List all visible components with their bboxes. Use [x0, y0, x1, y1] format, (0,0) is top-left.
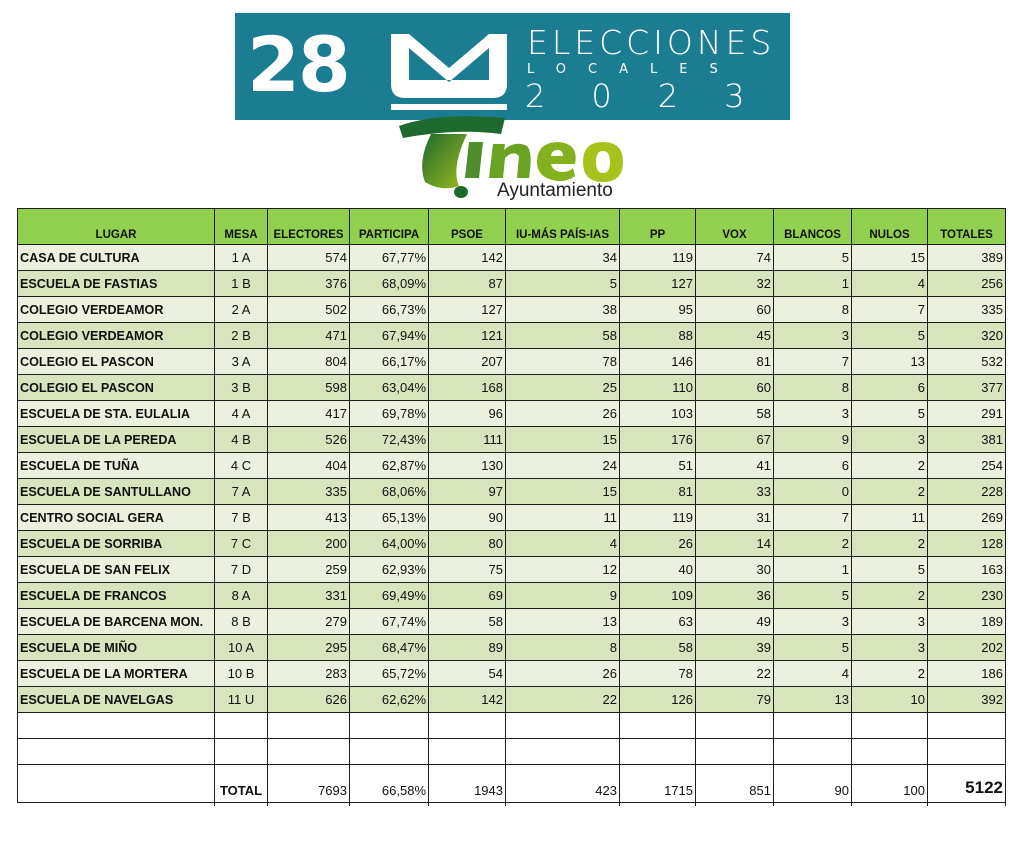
cell-iu: 8	[506, 635, 620, 661]
cell-totales: 256	[928, 271, 1006, 297]
cell-lugar: ESCUELA DE STA. EULALIA	[18, 401, 215, 427]
cell-iu: 25	[506, 375, 620, 401]
cell-blancos: 9	[774, 427, 852, 453]
cell-iu: 5	[506, 271, 620, 297]
cell-blancos: 5	[774, 583, 852, 609]
table-row	[18, 583, 1006, 609]
cell-mesa: 3 B	[215, 375, 268, 401]
envelope-m-icon	[383, 28, 515, 114]
cell-mesa: 11 U	[215, 687, 268, 713]
cell-electores: 417	[268, 401, 350, 427]
col-header-iu: IU-MÁS PAÍS-IAS	[506, 209, 620, 245]
table-row	[18, 245, 1006, 271]
total-totales: 5122	[928, 765, 1006, 803]
cell-nulos: 2	[852, 531, 928, 557]
cell-blancos: 13	[774, 687, 852, 713]
cell-vox: 60	[696, 297, 774, 323]
table-row	[18, 401, 1006, 427]
cell-nulos: 2	[852, 479, 928, 505]
cell-totales: 532	[928, 349, 1006, 375]
cell-totales: 254	[928, 453, 1006, 479]
total-label: TOTAL	[215, 765, 268, 803]
cell-psoe: 90	[429, 505, 506, 531]
cell-lugar: ESCUELA DE SORRIBA	[18, 531, 215, 557]
cell-iu: 34	[506, 245, 620, 271]
cell-mesa: 3 A	[215, 349, 268, 375]
cell-vox: 45	[696, 323, 774, 349]
cell-pp: 40	[620, 557, 696, 583]
cell-pp: 58	[620, 635, 696, 661]
blank-row	[18, 713, 1006, 739]
cell-pp: 126	[620, 687, 696, 713]
cell-participa: 62,62%	[350, 687, 429, 713]
cell-mesa: 1 A	[215, 245, 268, 271]
cell-vox: 81	[696, 349, 774, 375]
cell-blancos: 0	[774, 479, 852, 505]
table-row	[18, 531, 1006, 557]
cell-blancos: 6	[774, 453, 852, 479]
cell-pp: 127	[620, 271, 696, 297]
cell-lugar: ESCUELA DE FASTIAS	[18, 271, 215, 297]
cell-participa: 67,94%	[350, 323, 429, 349]
cell-participa: 68,09%	[350, 271, 429, 297]
banner-number: 28	[247, 20, 349, 109]
cell-mesa: 7 B	[215, 505, 268, 531]
table-row	[18, 557, 1006, 583]
cell-electores: 279	[268, 609, 350, 635]
cell-pp: 176	[620, 427, 696, 453]
cell-pp: 109	[620, 583, 696, 609]
cell-nulos: 11	[852, 505, 928, 531]
total-pp: 1715	[620, 765, 696, 803]
cell-vox: 74	[696, 245, 774, 271]
table-row	[18, 505, 1006, 531]
cell-pp: 110	[620, 375, 696, 401]
cell-psoe: 75	[429, 557, 506, 583]
cell-psoe: 58	[429, 609, 506, 635]
cell-mesa: 8 A	[215, 583, 268, 609]
cell-totales: 230	[928, 583, 1006, 609]
col-header-totales: TOTALES	[928, 209, 1006, 245]
cell-blancos: 8	[774, 375, 852, 401]
table-row	[18, 687, 1006, 713]
cell-electores: 404	[268, 453, 350, 479]
table-body	[18, 245, 1006, 713]
cell-psoe: 97	[429, 479, 506, 505]
cell-blancos: 7	[774, 505, 852, 531]
cell-electores: 283	[268, 661, 350, 687]
table-header-row	[18, 209, 1006, 245]
cell-psoe: 69	[429, 583, 506, 609]
table-row	[18, 349, 1006, 375]
cell-lugar: CENTRO SOCIAL GERA	[18, 505, 215, 531]
cell-nulos: 3	[852, 635, 928, 661]
cell-iu: 26	[506, 661, 620, 687]
cell-blancos: 5	[774, 635, 852, 661]
table-row	[18, 609, 1006, 635]
cell-electores: 502	[268, 297, 350, 323]
cell-vox: 14	[696, 531, 774, 557]
table-row	[18, 479, 1006, 505]
cell-electores: 598	[268, 375, 350, 401]
cell-totales: 228	[928, 479, 1006, 505]
cell-iu: 78	[506, 349, 620, 375]
cell-mesa: 2 A	[215, 297, 268, 323]
cell-blancos: 2	[774, 531, 852, 557]
col-header-vox: VOX	[696, 209, 774, 245]
cell-iu: 15	[506, 427, 620, 453]
cell-pp: 81	[620, 479, 696, 505]
cell-pp: 26	[620, 531, 696, 557]
table-row	[18, 375, 1006, 401]
cell-nulos: 3	[852, 427, 928, 453]
total-participa: 66,58%	[350, 765, 429, 803]
cell-lugar: COLEGIO VERDEAMOR	[18, 323, 215, 349]
col-header-lugar: LUGAR	[18, 209, 215, 245]
cell-mesa: 8 B	[215, 609, 268, 635]
cell-electores: 471	[268, 323, 350, 349]
cell-mesa: 7 C	[215, 531, 268, 557]
cell-psoe: 142	[429, 687, 506, 713]
cell-lugar: ESCUELA DE SAN FELIX	[18, 557, 215, 583]
cell-lugar: COLEGIO VERDEAMOR	[18, 297, 215, 323]
cell-electores: 259	[268, 557, 350, 583]
cell-iu: 9	[506, 583, 620, 609]
cell-psoe: 207	[429, 349, 506, 375]
cell-totales: 381	[928, 427, 1006, 453]
cell-lugar: ESCUELA DE SANTULLANO	[18, 479, 215, 505]
cell-nulos: 5	[852, 323, 928, 349]
cell-electores: 376	[268, 271, 350, 297]
total-iu: 423	[506, 765, 620, 803]
cell-vox: 60	[696, 375, 774, 401]
cell-electores: 626	[268, 687, 350, 713]
table-row	[18, 427, 1006, 453]
cell-psoe: 127	[429, 297, 506, 323]
cell-pp: 78	[620, 661, 696, 687]
cell-participa: 62,93%	[350, 557, 429, 583]
results-table	[17, 208, 1006, 806]
cell-participa: 69,49%	[350, 583, 429, 609]
cell-mesa: 7 A	[215, 479, 268, 505]
cell-lugar: CASA DE CULTURA	[18, 245, 215, 271]
cell-nulos: 13	[852, 349, 928, 375]
cell-psoe: 80	[429, 531, 506, 557]
cell-vox: 36	[696, 583, 774, 609]
cell-nulos: 5	[852, 401, 928, 427]
cell-totales: 377	[928, 375, 1006, 401]
cell-electores: 200	[268, 531, 350, 557]
cell-pp: 119	[620, 505, 696, 531]
cell-totales: 202	[928, 635, 1006, 661]
cell-iu: 4	[506, 531, 620, 557]
cell-iu: 24	[506, 453, 620, 479]
cell-psoe: 121	[429, 323, 506, 349]
banner-line-locales: LOCALES	[527, 62, 740, 77]
table-row	[18, 297, 1006, 323]
cell-mesa: 4 B	[215, 427, 268, 453]
cell-nulos: 3	[852, 609, 928, 635]
cell-vox: 30	[696, 557, 774, 583]
cell-nulos: 2	[852, 661, 928, 687]
cell-participa: 65,72%	[350, 661, 429, 687]
cell-vox: 67	[696, 427, 774, 453]
cell-nulos: 7	[852, 297, 928, 323]
cell-pp: 51	[620, 453, 696, 479]
total-empty-cell	[18, 765, 215, 803]
cell-blancos: 5	[774, 245, 852, 271]
cell-electores: 335	[268, 479, 350, 505]
cell-participa: 66,73%	[350, 297, 429, 323]
table-row	[18, 635, 1006, 661]
table-tail	[18, 803, 1006, 807]
logo-subtitle: Ayuntamiento	[497, 180, 613, 201]
cell-participa: 66,17%	[350, 349, 429, 375]
table-row	[18, 453, 1006, 479]
cell-participa: 65,13%	[350, 505, 429, 531]
cell-blancos: 1	[774, 271, 852, 297]
cell-nulos: 6	[852, 375, 928, 401]
banner-line-elecciones: ELECCIONES	[527, 23, 776, 62]
cell-psoe: 54	[429, 661, 506, 687]
cell-participa: 68,06%	[350, 479, 429, 505]
cell-totales: 128	[928, 531, 1006, 557]
cell-nulos: 5	[852, 557, 928, 583]
cell-nulos: 10	[852, 687, 928, 713]
total-row	[18, 765, 1006, 803]
cell-totales: 389	[928, 245, 1006, 271]
cell-lugar: COLEGIO EL PASCON	[18, 349, 215, 375]
cell-lugar: ESCUELA DE NAVELGAS	[18, 687, 215, 713]
cell-pp: 95	[620, 297, 696, 323]
cell-blancos: 3	[774, 401, 852, 427]
cell-participa: 67,77%	[350, 245, 429, 271]
cell-lugar: ESCUELA DE FRANCOS	[18, 583, 215, 609]
cell-vox: 79	[696, 687, 774, 713]
cell-iu: 58	[506, 323, 620, 349]
cell-iu: 26	[506, 401, 620, 427]
cell-electores: 526	[268, 427, 350, 453]
table-row	[18, 661, 1006, 687]
cell-nulos: 2	[852, 583, 928, 609]
cell-psoe: 87	[429, 271, 506, 297]
col-header-participa: PARTICIPA	[350, 209, 429, 245]
cell-pp: 119	[620, 245, 696, 271]
cell-vox: 31	[696, 505, 774, 531]
cell-mesa: 10 A	[215, 635, 268, 661]
cell-nulos: 2	[852, 453, 928, 479]
table-row	[18, 271, 1006, 297]
col-header-blancos: BLANCOS	[774, 209, 852, 245]
cell-electores: 295	[268, 635, 350, 661]
cell-mesa: 1 B	[215, 271, 268, 297]
cell-electores: 574	[268, 245, 350, 271]
cell-totales: 186	[928, 661, 1006, 687]
election-banner	[235, 13, 790, 120]
cell-iu: 38	[506, 297, 620, 323]
col-header-mesa: MESA	[215, 209, 268, 245]
col-header-psoe: PSOE	[429, 209, 506, 245]
cell-totales: 163	[928, 557, 1006, 583]
cell-lugar: COLEGIO EL PASCON	[18, 375, 215, 401]
cell-totales: 269	[928, 505, 1006, 531]
cell-totales: 335	[928, 297, 1006, 323]
cell-psoe: 130	[429, 453, 506, 479]
cell-psoe: 142	[429, 245, 506, 271]
cell-vox: 22	[696, 661, 774, 687]
cell-blancos: 7	[774, 349, 852, 375]
total-psoe: 1943	[429, 765, 506, 803]
cell-blancos: 3	[774, 323, 852, 349]
cell-vox: 33	[696, 479, 774, 505]
cell-iu: 11	[506, 505, 620, 531]
cell-lugar: ESCUELA DE LA PEREDA	[18, 427, 215, 453]
cell-vox: 49	[696, 609, 774, 635]
total-electores: 7693	[268, 765, 350, 803]
cell-participa: 72,43%	[350, 427, 429, 453]
cell-psoe: 89	[429, 635, 506, 661]
cell-participa: 63,04%	[350, 375, 429, 401]
cell-vox: 32	[696, 271, 774, 297]
cell-participa: 67,74%	[350, 609, 429, 635]
cell-lugar: ESCUELA DE TUÑA	[18, 453, 215, 479]
cell-electores: 413	[268, 505, 350, 531]
cell-participa: 64,00%	[350, 531, 429, 557]
cell-nulos: 15	[852, 245, 928, 271]
cell-mesa: 2 B	[215, 323, 268, 349]
cell-totales: 392	[928, 687, 1006, 713]
cell-pp: 103	[620, 401, 696, 427]
cell-iu: 13	[506, 609, 620, 635]
cell-totales: 320	[928, 323, 1006, 349]
cell-psoe: 111	[429, 427, 506, 453]
cell-pp: 88	[620, 323, 696, 349]
cell-blancos: 4	[774, 661, 852, 687]
cell-participa: 68,47%	[350, 635, 429, 661]
cell-pp: 63	[620, 609, 696, 635]
cell-vox: 39	[696, 635, 774, 661]
cell-iu: 12	[506, 557, 620, 583]
cell-blancos: 1	[774, 557, 852, 583]
col-header-pp: PP	[620, 209, 696, 245]
cell-pp: 146	[620, 349, 696, 375]
cell-mesa: 7 D	[215, 557, 268, 583]
cell-lugar: ESCUELA DE MIÑO	[18, 635, 215, 661]
cell-lugar: ESCUELA DE LA MORTERA	[18, 661, 215, 687]
cell-mesa: 4 C	[215, 453, 268, 479]
cell-psoe: 168	[429, 375, 506, 401]
cell-electores: 804	[268, 349, 350, 375]
cell-electores: 331	[268, 583, 350, 609]
cell-mesa: 10 B	[215, 661, 268, 687]
cell-participa: 69,78%	[350, 401, 429, 427]
total-blancos: 90	[774, 765, 852, 803]
total-nulos: 100	[852, 765, 928, 803]
blank-row	[18, 739, 1006, 765]
cell-participa: 62,87%	[350, 453, 429, 479]
total-vox: 851	[696, 765, 774, 803]
col-header-electores: ELECTORES	[268, 209, 350, 245]
banner-line-year: 2023	[525, 77, 790, 115]
cell-lugar: ESCUELA DE BARCENA MON.	[18, 609, 215, 635]
cell-nulos: 4	[852, 271, 928, 297]
cell-blancos: 3	[774, 609, 852, 635]
col-header-nulos: NULOS	[852, 209, 928, 245]
table-row	[18, 323, 1006, 349]
cell-blancos: 8	[774, 297, 852, 323]
cell-vox: 41	[696, 453, 774, 479]
cell-totales: 291	[928, 401, 1006, 427]
cell-psoe: 96	[429, 401, 506, 427]
cell-mesa: 4 A	[215, 401, 268, 427]
cell-iu: 22	[506, 687, 620, 713]
cell-iu: 15	[506, 479, 620, 505]
cell-vox: 58	[696, 401, 774, 427]
cell-totales: 189	[928, 609, 1006, 635]
